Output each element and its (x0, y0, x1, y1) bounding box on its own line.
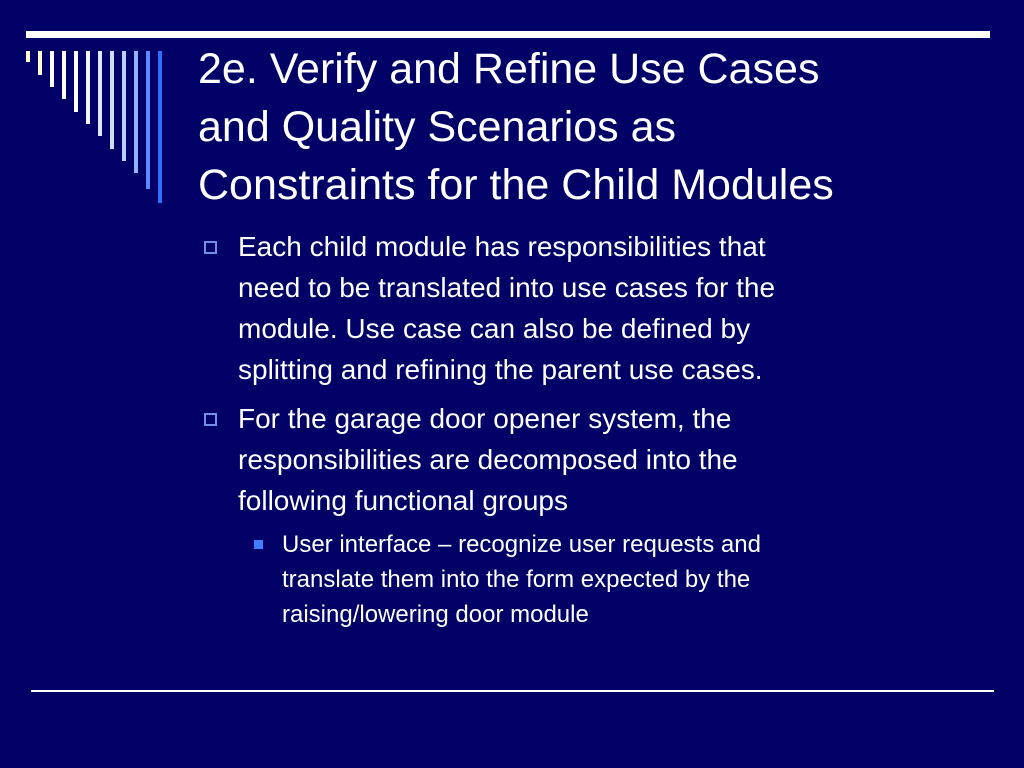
bullet-text-line: module. Use case can also be defined by (238, 313, 751, 344)
bullet-text-line: Each child module has responsibilities that (238, 231, 766, 262)
bullet-text-line: splitting and refining the parent use cases. (238, 354, 763, 385)
bullet-text-line: following functional groups (238, 485, 568, 516)
stripe (122, 51, 126, 161)
bottom-rule (31, 690, 994, 692)
subbullet-text-line: User interface – recognize user requests and (282, 531, 761, 558)
stripe (38, 51, 42, 75)
stripe (134, 51, 138, 173)
stripe (86, 51, 90, 124)
hollow-square-bullet-icon (204, 241, 217, 254)
decorative-stripes (0, 0, 180, 220)
bullet-text-line: responsibilities are decomposed into the (238, 444, 738, 475)
bullet-text-line: For the garage door opener system, the (238, 403, 732, 434)
subbullet-item (245, 527, 938, 632)
slide-title-line: Constraints for the Child Modules (198, 161, 834, 209)
stripe (74, 51, 78, 112)
bullet-item (198, 398, 938, 521)
slide-content (198, 226, 938, 632)
subbullet-text-line: raising/lowering door module (282, 601, 589, 628)
stripe (98, 51, 102, 136)
slide-title-line: 2e. Verify and Refine Use Cases (198, 45, 820, 93)
slide-title (198, 40, 988, 214)
stripe (62, 51, 66, 99)
stripe (110, 51, 114, 149)
stripe (50, 51, 54, 87)
slide-title-line: and Quality Scenarios as (198, 103, 677, 151)
stripe (158, 51, 162, 203)
filled-square-bullet-icon (254, 540, 263, 549)
subbullet-text-line: translate them into the form expected by the (282, 566, 751, 593)
hollow-square-bullet-icon (204, 413, 217, 426)
bullet-item (198, 226, 938, 390)
stripe (26, 51, 30, 62)
bullet-text-line: need to be translated into use cases for the (238, 272, 776, 303)
stripe (146, 51, 150, 189)
